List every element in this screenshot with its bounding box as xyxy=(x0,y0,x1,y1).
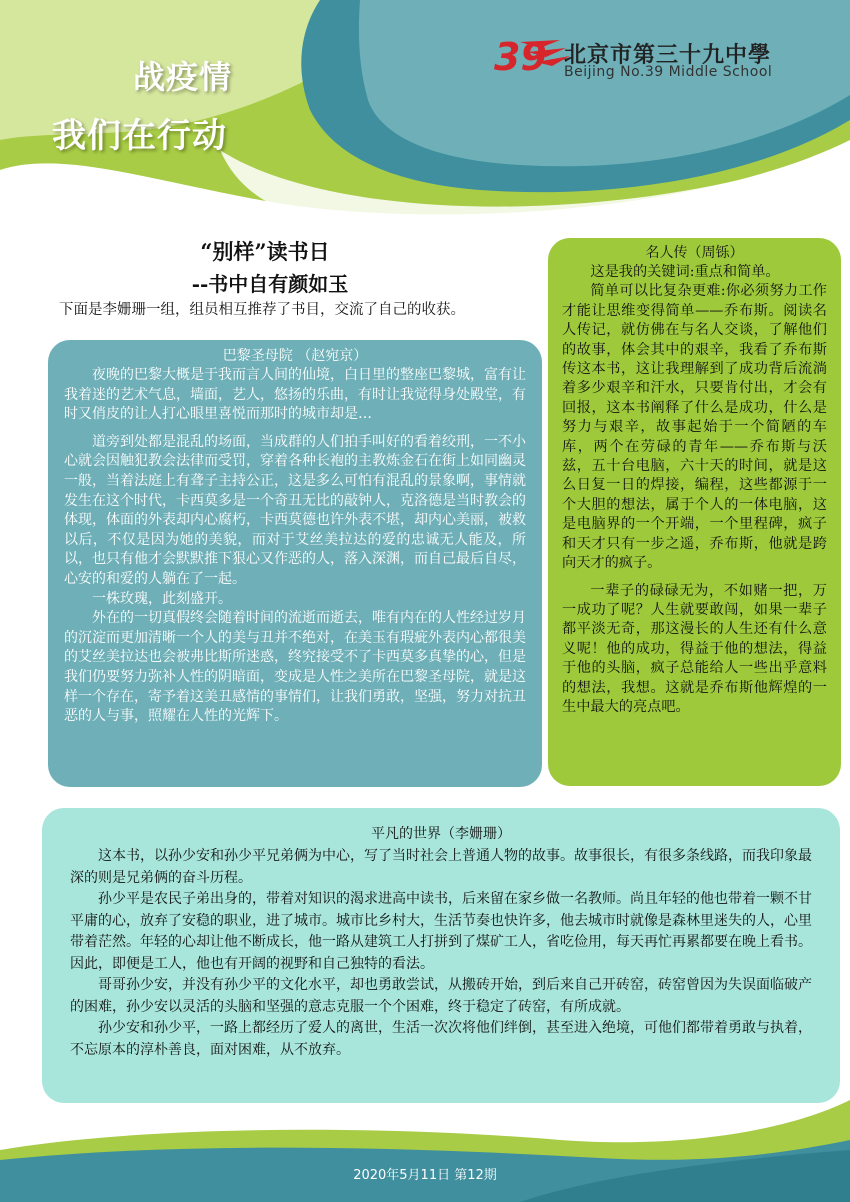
review-paragraph: 夜晚的巴黎大概是于我而言人间的仙境，白日里的整座巴黎城，富有让我着迷的艺术气息，墙面，艺人，悠扬的乐曲，有时让我觉得身处殿堂，有时又俏皮的让人打心眼里喜悦而那时的城市却是… xyxy=(64,367,526,423)
logo-school-name-en: Beijing No.39 Middle School xyxy=(564,64,773,80)
school-logo xyxy=(494,34,814,84)
review-paragraph: 孙少平是农民子弟出身的，带着对知识的渴求进高中读书，后来留在家乡做一名教师。尚且年轻的他也带着一颗不甘平庸的心，放弃了安稳的职业，进了城市。城市比乡村大，生活节奏也快许多，他去城市时就像是森林里迷失的人，心里带着茫然。年轻的心却让他不断成长，他一路从建筑工人打拼到了煤矿工人，省吃俭用，每天再忙再累都要在晚上看书。因此，即便是工人，他也有开阔的视野和自己独特的看法。 xyxy=(70,891,812,972)
review-biography-title: 名人传（周铄） xyxy=(645,245,744,261)
header-title-line1: 战疫情 xyxy=(133,58,233,96)
review-paragraph: 孙少安和孙少平，一路上都经历了爱人的离世，生活一次次将他们绊倒，甚至进入绝境，可他们都带着勇敢与执着，不忘原本的淳朴善良，面对困难，从不放弃。 xyxy=(70,1020,812,1058)
logo-school-name-cn: 北京市第三十九中學 xyxy=(564,42,772,68)
review-paragraph: 这是我的关键词:重点和简单。 xyxy=(590,264,780,280)
article-title: “别样”读书日 xyxy=(200,239,330,264)
review-ordinary-world-title: 平凡的世界（李姗珊） xyxy=(371,826,511,842)
review-biography-panel xyxy=(548,238,841,786)
review-paragraph: 这本书，以孙少安和孙少平兄弟俩为中心，写了当时社会上普通人物的故事。故事很长，有很多条线路，而我印象最深的则是兄弟俩的奋斗历程。 xyxy=(70,848,812,886)
header-title-line2: 我们在行动 xyxy=(52,116,227,156)
review-notre-dame-title: 巴黎圣母院 （赵宛京） xyxy=(222,348,368,364)
review-paragraph: 一株玫瑰，此刻盛开。 xyxy=(92,590,232,607)
article-intro: 下面是李姗珊一组，组员相互推荐了书目，交流了自己的收获。 xyxy=(59,302,465,318)
review-paragraph: 简单可以比复杂更难:你必须努力工作才能让思维变得简单——乔布斯。阅读名人传记，就仿佛在与名人交谈，了解他们的故事，体会其中的艰辛，我看了乔布斯传这本书，这让我理解到了成功背后流淌着多少艰辛和汗水，只要肯付出，才会有回报，这本书阐释了什么是成功，什么是努力与艰辛，故事起始于一个简陋的车库，两个在劳碌的青年——乔布斯与沃兹，五十台电脑，六十天的时间，就是这么日复一日的焊接，编程，这些都源于一个大胆的想法，属于个人的一体电脑，这是电脑界的一个开端，一个里程碑，疯子和天才只有一步之遥，乔布斯，他就是跨向天才的疯子。 xyxy=(562,283,827,572)
review-ordinary-world-panel xyxy=(42,808,840,1103)
footer-issue-date: 2020年5月11日 第12期 xyxy=(353,1168,497,1183)
logo-number: 39 xyxy=(494,35,547,79)
article-subtitle: --书中自有颜如玉 xyxy=(191,272,349,296)
review-paragraph: 道旁到处都是混乱的场面，当成群的人们拍手叫好的看着绞刑，一不小心就会因触犯教会法律而受罚，穿着各种长袍的主教炼金石在街上如同幽灵一般，当着法庭上有聋子主持公正，这是多么可怕有混乱的景象啊，事情就发生在这个时代，卡西莫多是一个奇丑无比的敲钟人，克洛德是当时教会的体现，体面的外表却内心腐朽，卡西莫德也许外表不堪，却内心美丽，被救以后，不仅是因为她的美貌，而对于艾丝美拉达的爱的忠诚无人能及，所以，也只有他才会默默推下狠心又作恶的人，落入深渊，而自己最后自尽，心安的和爱的人躺在了一起。 xyxy=(64,433,526,587)
review-paragraph: 外在的一切真假终会随着时间的流逝而逝去，唯有内在的人性经过岁月的沉淀而更加清晰一个人的美与丑并不绝对，在美玉有瑕疵外表内心都很美的艾丝美拉达也会被弗比斯所迷惑，终究接受不了卡西莫多真挚的心，但是我们仍要努力弥补人性的阴暗面，变成是人性之美所在巴黎圣母院，就是这样一个存在，寄予着这美丑感情的事情们，让我们勇敢，坚强，努力对抗丑恶的人与事，照耀在人性的光辉下。 xyxy=(64,610,526,725)
review-paragraph: 哥哥孙少安，并没有孙少平的文化水平，却也勇敢尝试，从搬砖开始，到后来自己开砖窑，砖窑曾因为失误面临破产的困难，孙少安以灵活的头脑和坚强的意志克服一个个困难，终于稳定了砖窑，有所成就。 xyxy=(70,977,812,1015)
review-notre-dame-panel xyxy=(48,340,542,787)
review-paragraph: 一辈子的碌碌无为，不如赌一把，万一成功了呢？人生就要敢闯，如果一辈子都平淡无奇，那这漫长的人生还有什么意义呢！他的成功，得益于他的想法，得益于他的头脑，疯子总能给人一些出乎意料的想法，我想。这就是乔布斯他辉煌的一生中最大的亮点吧。 xyxy=(562,582,827,715)
